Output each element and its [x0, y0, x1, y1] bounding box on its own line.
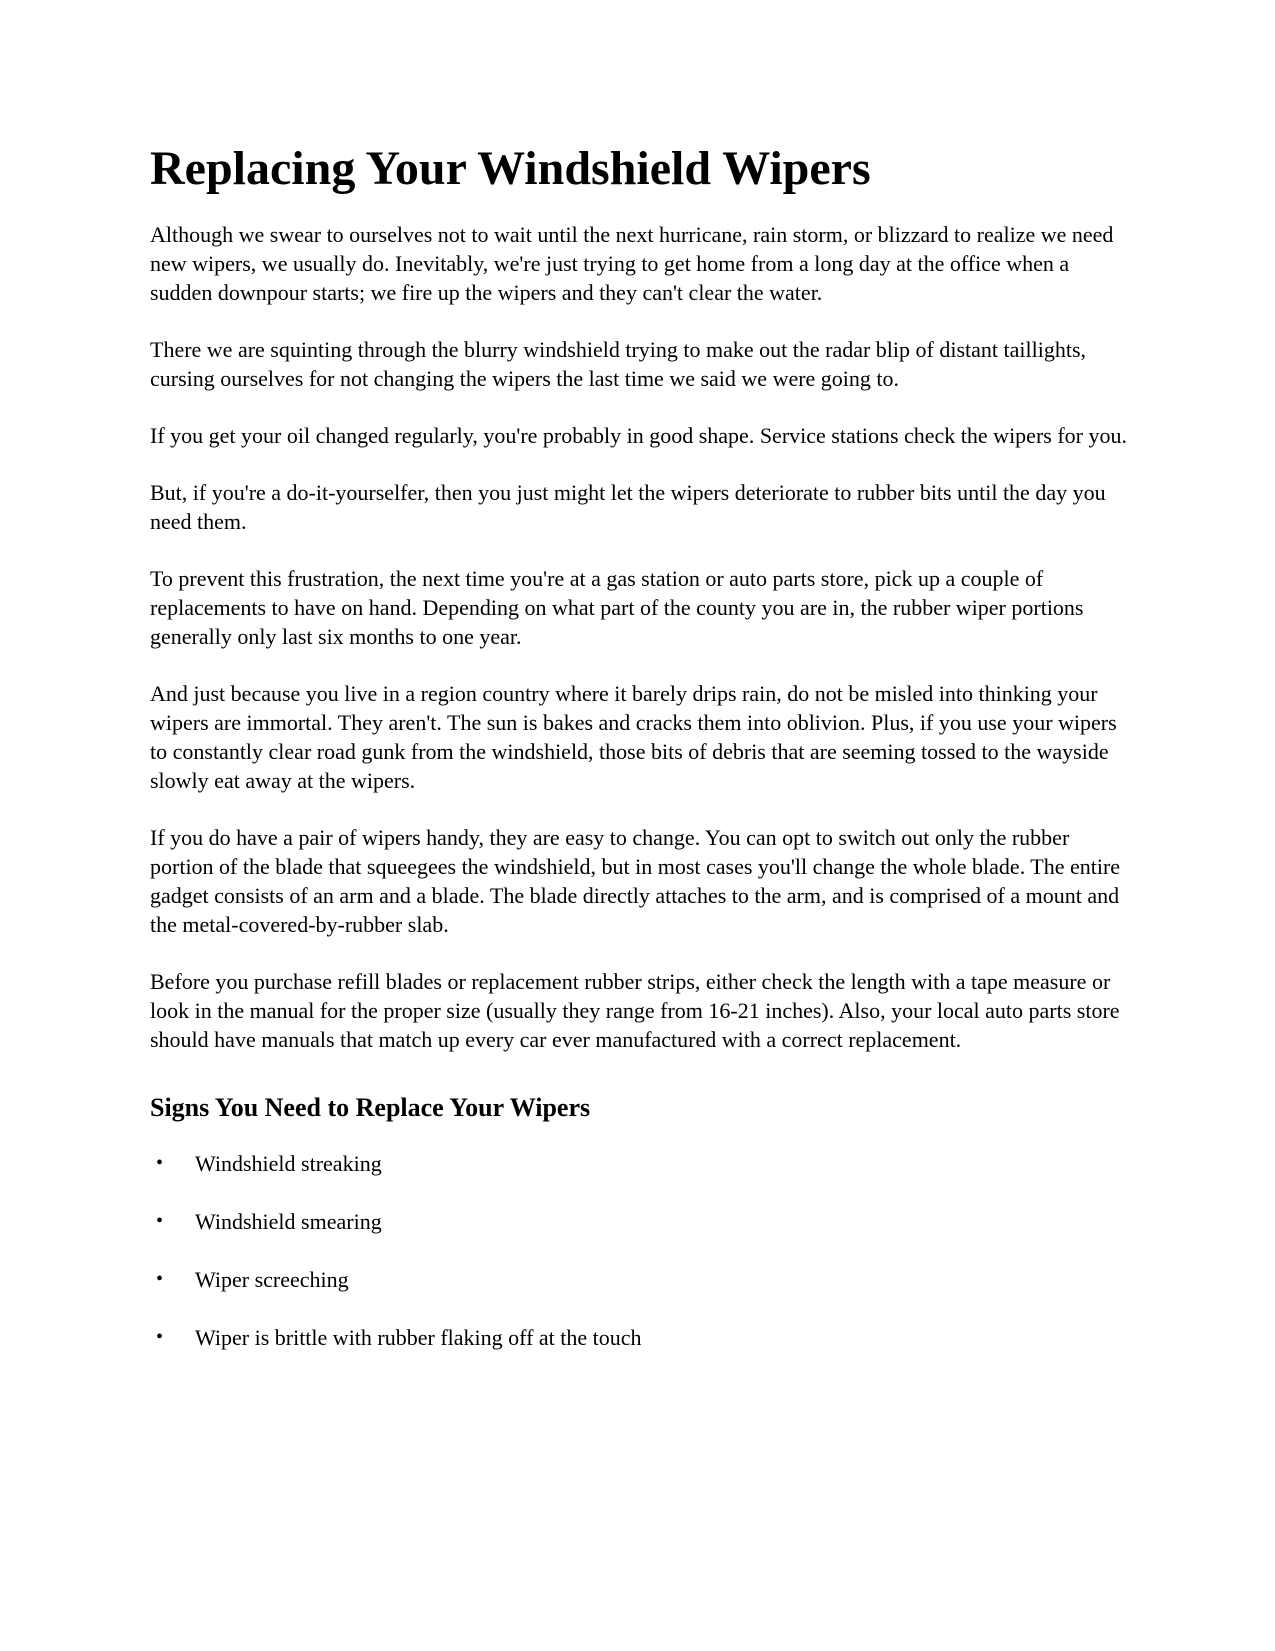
bullet-icon: • — [156, 1325, 164, 1348]
paragraph-7: If you do have a pair of wipers handy, they are easy to change. You can opt to switch out only the rubber portion of the blade that squeegees the windshield, but in most cases you'll change the whole blade. The entire gadget consists of an arm and a blade. The blade directly attaches to the arm, and is comprised of a mount and the metal-covered-by-rubber slab. — [150, 824, 1121, 937]
list-item-text: Windshield smearing — [195, 1208, 382, 1234]
signs-list — [150, 1149, 1130, 1352]
paragraph-5: To prevent this frustration, the next time you're at a gas station or auto parts store, pick up a couple of replacements to have on hand. Depending on what part of the county you are in, the rubber wiper portions generally only last six months to one year. — [150, 565, 1084, 649]
list-item — [150, 1149, 1130, 1178]
paragraph-2: There we are squinting through the blurry windshield trying to make out the radar blip of distant taillights, cursing ourselves for not changing the wipers the last time we said we were going to. — [150, 336, 1087, 391]
paragraph-3: If you get your oil changed regularly, you're probably in good shape. Service stations check the wipers for you. — [150, 422, 1127, 448]
list-item-text: Wiper is brittle with rubber flaking off at the touch — [195, 1324, 642, 1350]
paragraph-4: But, if you're a do-it-yourselfer, then you just might let the wipers deteriorate to rubber bits until the day you need them. — [150, 479, 1106, 534]
list-item — [150, 1323, 1130, 1352]
paragraph-6: And just because you live in a region country where it barely drips rain, do not be misled into thinking your wipers are immortal. They aren't. The sun is bakes and cracks them into oblivion. Plus, if you use your wipers to constantly clear road gunk from the windshield, those bits of debris that are seeming tossed to the wayside slowly eat away at the wipers. — [150, 680, 1117, 793]
paragraph-1: Although we swear to ourselves not to wait until the next hurricane, rain storm, or blizzard to realize we need new wipers, we usually do. Inevitably, we're just trying to get home from a long day at the office when a sudden downpour starts; we fire up the wipers and they can't clear the water. — [150, 221, 1114, 305]
document-page — [150, 140, 1130, 1381]
bullet-icon: • — [156, 1209, 164, 1232]
paragraph-8: Before you purchase refill blades or replacement rubber strips, either check the length with a tape measure or look in the manual for the proper size (usually they range from 16-21 inches). Also, your local auto parts store should have manuals that match up every car ever manufactured with a correct replacement. — [150, 968, 1120, 1052]
signs-heading: Signs You Need to Replace Your Wipers — [150, 1092, 591, 1122]
list-item — [150, 1265, 1130, 1294]
list-item-text: Wiper screeching — [195, 1266, 349, 1292]
list-item — [150, 1207, 1130, 1236]
bullet-icon: • — [156, 1151, 164, 1174]
document-title: Replacing Your Windshield Wipers — [150, 142, 871, 195]
list-item-text: Windshield streaking — [195, 1150, 382, 1176]
bullet-icon: • — [156, 1267, 164, 1290]
